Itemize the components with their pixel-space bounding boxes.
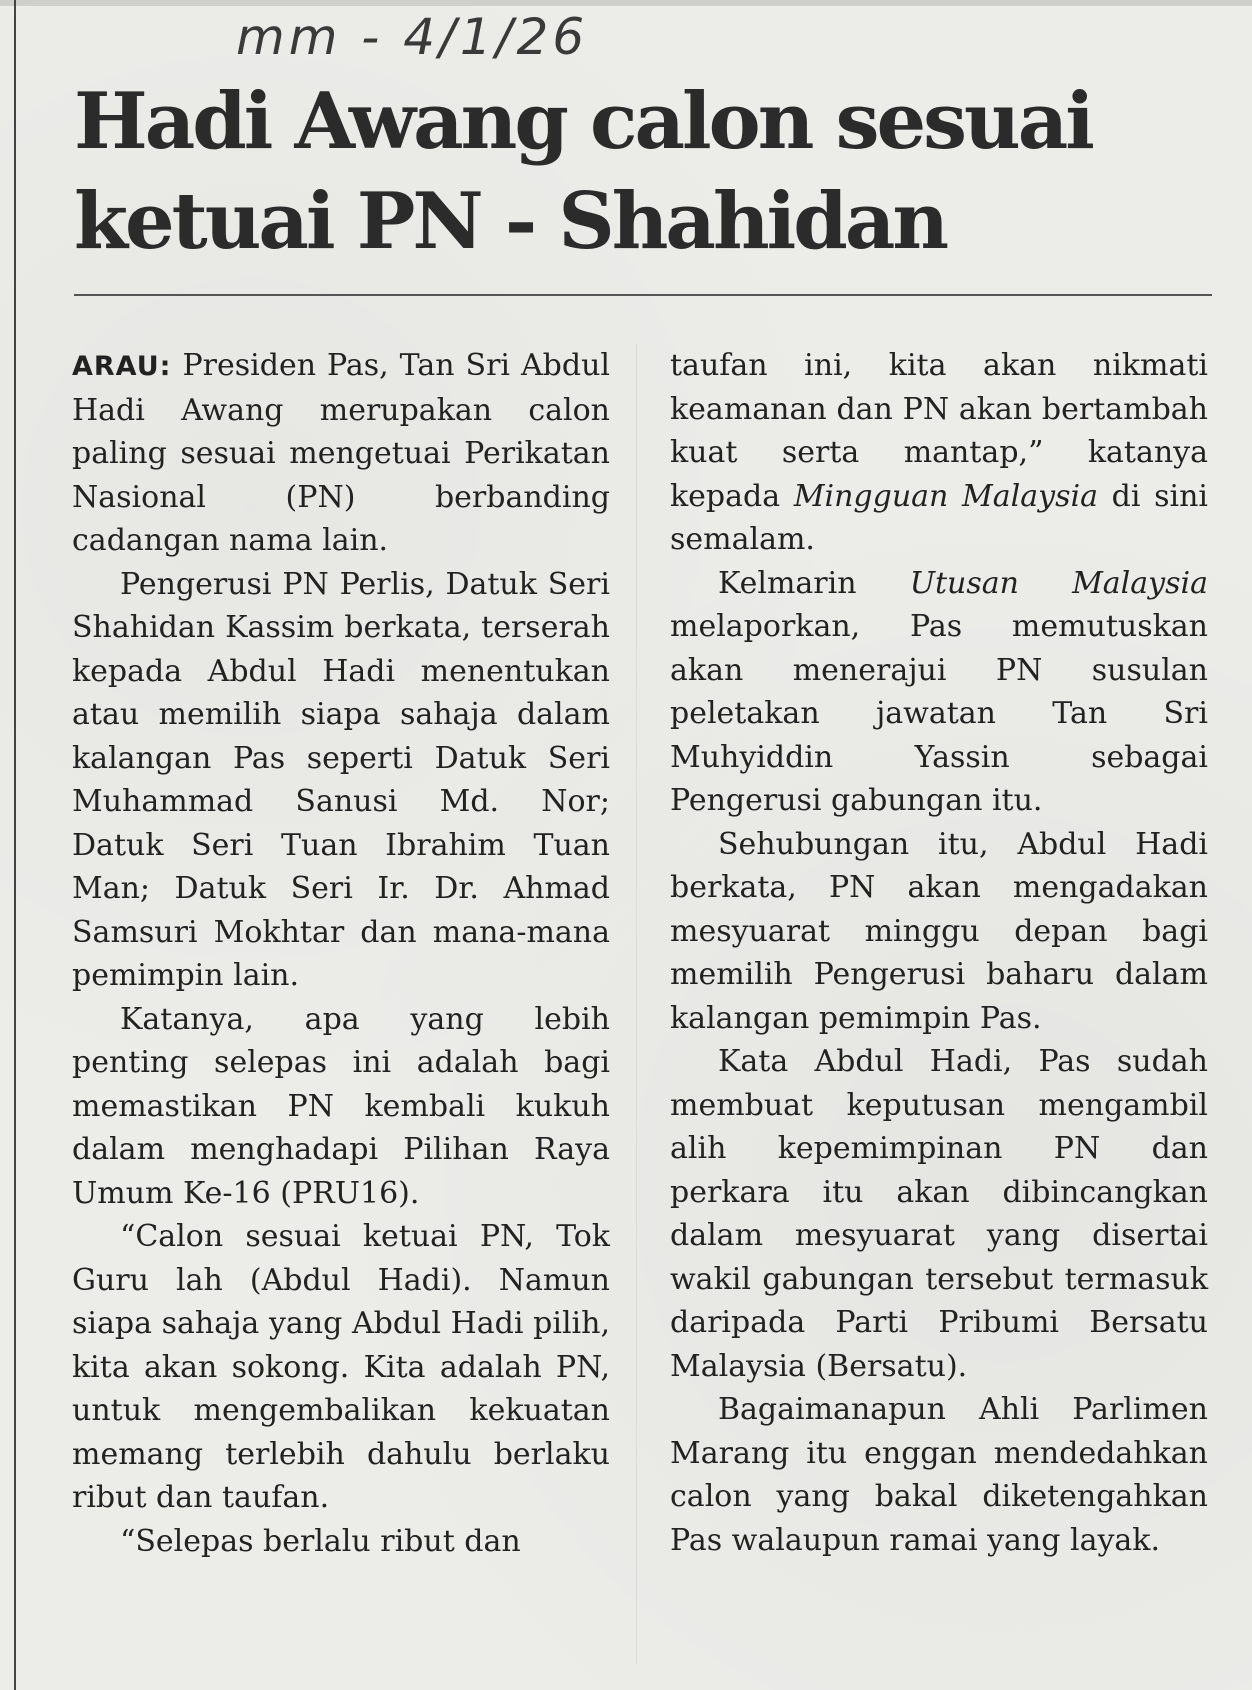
paragraph-8: Sehubungan itu, Abdul Hadi berkata, PN akan mengadakan mesyuarat minggu depan bagi memilih Pengerusi baharu dalam kalangan pemimpin Pas.	[670, 826, 1208, 1036]
publication-name-2: Utusan Malaysia	[909, 565, 1208, 601]
paragraph-1-text: Presiden Pas, Tan Sri Abdul Hadi Awang merupakan calon paling sesuai mengetuai Perikatan Nasional (PN) berbanding cadangan nama lain.	[72, 348, 610, 558]
paragraph-6-text-a: taufan ini, kita akan nikmati keamanan dan PN akan bertambah kuat serta mantap,” katanya kepada	[670, 348, 1208, 514]
paragraph-6	[670, 344, 1208, 562]
paragraph-1	[72, 344, 610, 563]
column-gutter	[636, 344, 637, 1664]
paragraph-7-text-b: melaporkan, Pas memutuskan akan menerajui PN susulan peletakan jawatan Tan Sri Muhyiddin Yassin sebagai Pengerusi gabungan itu.	[670, 609, 1208, 818]
paragraph-9: Kata Abdul Hadi, Pas sudah membuat keputusan mengambil alih kepemimpinan PN dan perkara itu akan dibincangkan dalam mesyuarat yang disertai wakil gabungan tersebut termasuk daripada Parti Pribumi Bersatu Malaysia (Bersatu).	[670, 1044, 1208, 1384]
paragraph-7-text-a: Kelmarin	[718, 565, 910, 601]
top-border	[0, 0, 1252, 6]
article-column-left	[72, 344, 610, 1563]
paragraph-7	[670, 562, 1208, 823]
headline-divider	[74, 294, 1212, 296]
headline-line-1: Hadi Awang calon sesuai	[74, 76, 1092, 167]
left-border	[14, 0, 16, 1690]
paragraph-5: “Selepas berlalu ribut dan	[120, 1523, 521, 1559]
headline	[74, 72, 1214, 272]
publication-name: Mingguan Malaysia	[793, 478, 1098, 514]
paragraph-10: Bagaimanapun Ahli Parlimen Marang itu enggan mendedahkan calon yang bakal diketengahkan Pas walaupun ramai yang layak.	[670, 1392, 1208, 1558]
paragraph-2: Pengerusi PN Perlis, Datuk Seri Shahidan Kassim berkata, terserah kepada Abdul Hadi menentukan atau memilih siapa sahaja dalam kalangan Pas seperti Datuk Seri Muhammad Sanusi Md. Nor; Datuk Seri Tuan Ibrahim Tuan Man; Datuk Seri Ir. Dr. Ahmad Samsuri Mokhtar dan mana-mana pemimpin lain.	[72, 566, 610, 993]
paragraph-6-text-b: di sini semalam.	[670, 478, 1209, 557]
paragraph-3: Katanya, apa yang lebih penting selepas ini adalah bagi memastikan PN kembali kukuh dalam menghadapi Pilihan Raya Umum Ke-16 (PRU16).	[72, 1001, 610, 1211]
dateline: ARAU:	[72, 351, 172, 382]
paragraph-4: “Calon sesuai ketuai PN, Tok Guru lah (Abdul Hadi). Namun siapa sahaja yang Abdul Hadi pilih, kita akan sokong. Kita adalah PN, untuk mengembalikan kekuatan memang terlebih dahulu berlaku ribut dan taufan.	[72, 1219, 610, 1515]
handwritten-date-note: mm - 4/1/26	[236, 8, 589, 66]
article-column-right	[670, 344, 1208, 1562]
headline-line-2: ketuai PN - Shahidan	[74, 176, 947, 267]
